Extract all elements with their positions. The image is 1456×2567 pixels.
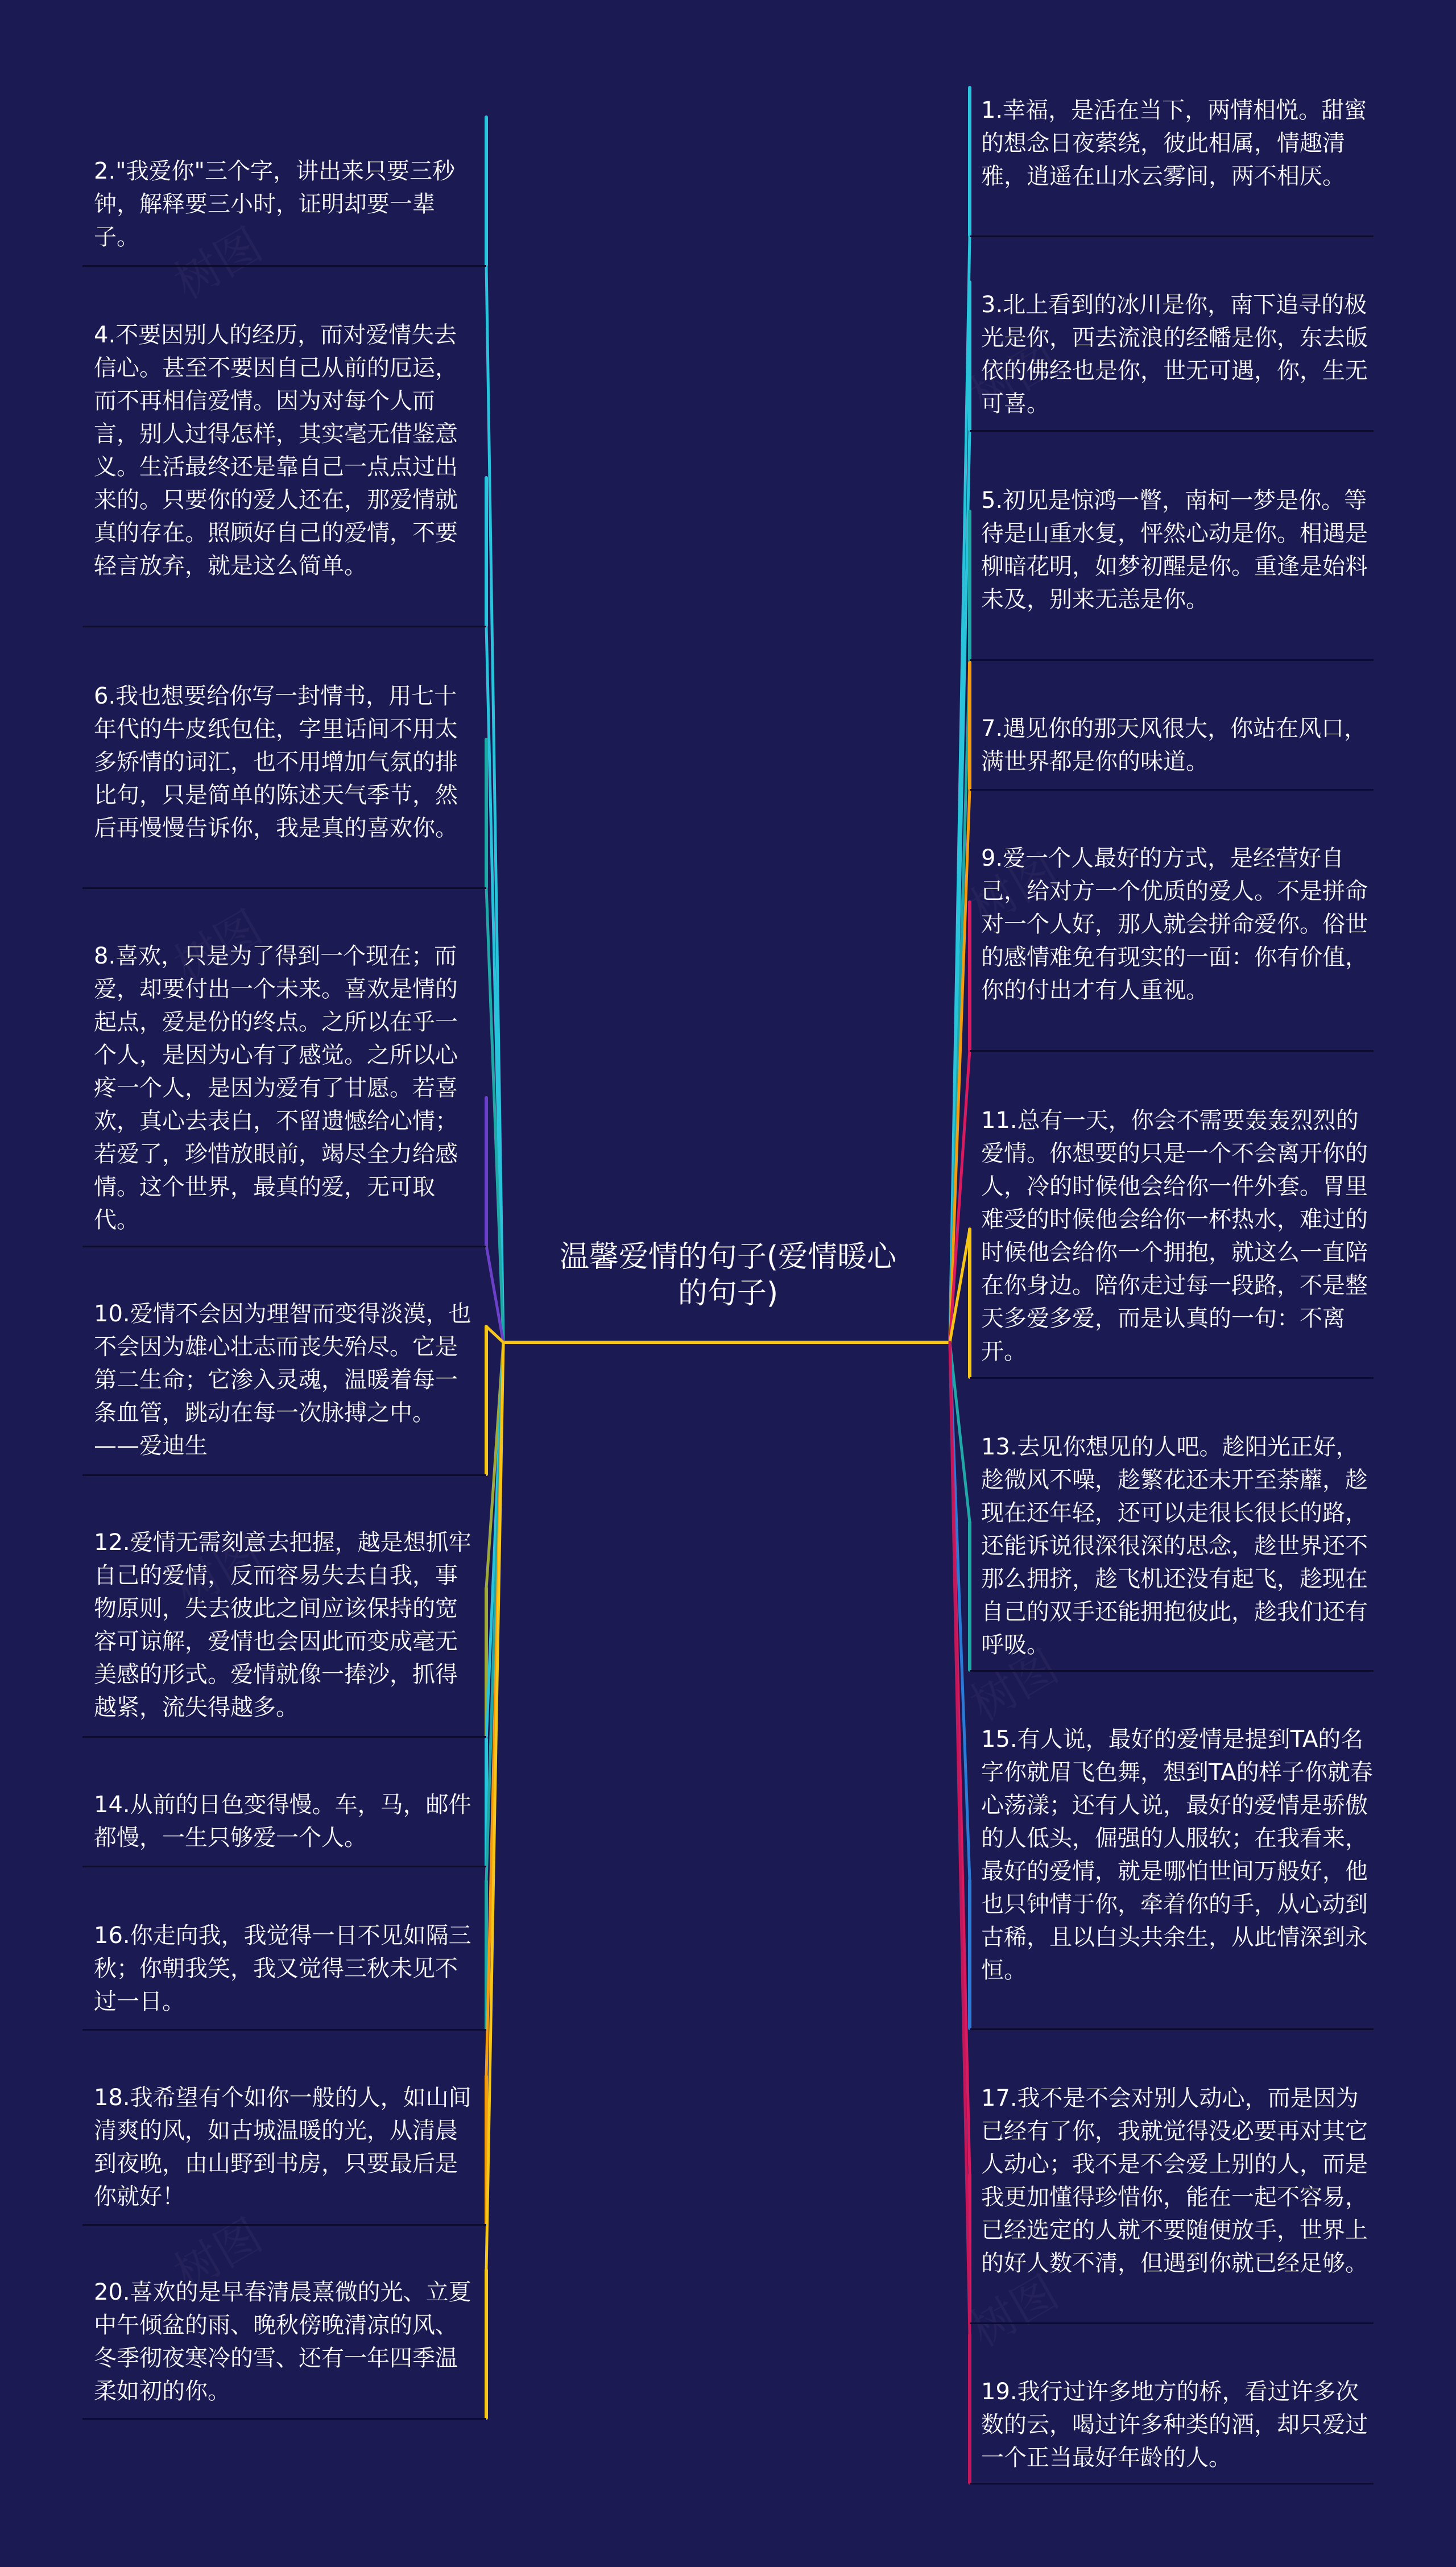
- right-node-10: 19.我行过许多地方的桥，看过许多次数的云，喝过许多种类的酒，却只爱过一个正当最好年龄的人。: [981, 2379, 1368, 2471]
- left-underline: [82, 1866, 486, 1867]
- right-underline: [970, 2483, 1374, 2485]
- left-node-5: 10.爱情不会因为理智而变得淡漠，也不会因为雄心壮志而丧失殆尽。它是第二生命；它渗入灵魂，温暖着每一条血管，跳动在每一次脉搏之中。——爱迪生: [94, 1301, 471, 1459]
- right-underline: [970, 235, 1374, 237]
- right-node-9: 17.我不是不会对别人动心，而是因为已经有了你，我就觉得没必要再对其它人动心；我不是不会爱上别的人，而是我更加懂得珍惜你，能在一起不容易，已经选定的人就不要随便放手，世界上的好人数不清，但遇到你就已经足够。: [981, 2085, 1368, 2276]
- right-node-1: 1.幸福，是活在当下，两情相悦。甜蜜的想念日夜萦绕，彼此相属，情趣清雅，逍遥在山水云雾间，两不相厌。: [981, 97, 1367, 189]
- right-underline: [970, 430, 1374, 432]
- right-node-8: 15.有人说，最好的爱情是提到TA的名字你就眉飞色舞，想到TA的样子你就春心荡漾；还有人说，最好的爱情是骄傲的人低头，倔强的人服软；在我看来，最好的爱情，就是哪怕世间万般好，他也只钟情于你，牵着你的手，从心动到古稀，且以白头共余生，从此情深到永恒。: [981, 1726, 1373, 1983]
- central-topic-line2: 的句子): [677, 1276, 779, 1311]
- left-underline: [82, 1474, 486, 1476]
- right-node-7: 13.去见你想见的人吧。趁阳光正好，趁微风不噪，趁繁花还未开至荼蘼，趁现在还年轻，还可以走很长很长的路，还能诉说很深很深的思念，趁世界还不那么拥挤，趁飞机还没有起飞，趁现在自己的双手还能拥抱彼此，趁我们还有呼吸。: [981, 1434, 1368, 1658]
- right-node-5: 9.爱一个人最好的方式，是经营好自己，给对方一个优质的爱人。不是拼命对一个人好，那人就会拼命爱你。俗世的感情难免有现实的一面：你有价值，你的付出才有人重视。: [981, 845, 1368, 1003]
- left-underline: [82, 626, 486, 627]
- right-node-4: 7.遇见你的那天风很大，你站在风口，满世界都是你的味道。: [981, 716, 1367, 775]
- left-node-10: 20.喜欢的是早春清晨熹微的光、立夏中午倾盆的雨、晚秋傍晚清凉的风、冬季彻夜寒冷的雪、还有一年四季温柔如初的你。: [94, 2279, 471, 2404]
- left-node-7: 14.从前的日色变得慢。车，马，邮件都慢，一生只够爱一个人。: [94, 1792, 471, 1851]
- right-underline: [970, 2028, 1374, 2030]
- left-node-3: 6.我也想要给你写一封情书，用七十年代的牛皮纸包住，字里话间不用太多矫情的词汇，也不用增加气氛的排比句，只是简单的陈述天气季节，然后再慢慢告诉你，我是真的喜欢你。: [94, 683, 458, 841]
- central-topic: [535, 1239, 921, 1312]
- right-node-2: 3.北上看到的冰川是你，南下追寻的极光是你，西去流浪的经幡是你，东去皈依的佛经也是你，世无可遇，你，生无可喜。: [981, 292, 1368, 417]
- left-underline: [82, 887, 486, 889]
- right-underline: [970, 1050, 1374, 1052]
- right-underline: [970, 1670, 1374, 1672]
- left-node-8: 16.你走向我，我觉得一日不见如隔三秋；你朝我笑，我又觉得三秋未见不过一日。: [94, 1923, 471, 2015]
- right-node-6: 11.总有一天，你会不需要轰轰烈烈的爱情。你想要的只是一个不会离开你的人，冷的时候他会给你一件外套。胃里难受的时候他会给你一杯热水，难过的时候他会给你一个拥抱，就这么一直陪在你身边。陪你走过每一段路，不是整天多爱多爱，而是认真的一句：不离开。: [981, 1107, 1368, 1365]
- right-node-3: 5.初见是惊鸿一瞥，南柯一梦是你。等待是山重水复，怦然心动是你。相遇是柳暗花明，如梦初醒是你。重逢是始料未及，别来无恙是你。: [981, 487, 1368, 613]
- right-underline: [970, 2322, 1374, 2324]
- left-underline: [82, 2029, 486, 2031]
- left-underline: [82, 265, 486, 267]
- left-node-1: 2."我爱你"三个字，讲出来只要三秒钟，解释要三小时，证明却要一辈子。: [94, 158, 455, 250]
- left-node-2: 4.不要因别人的经历，而对爱情失去信心。甚至不要因自己从前的厄运，而不再相信爱情。因为对每个人而言，别人过得怎样，其实毫无借鉴意义。生活最终还是靠自己一点点过出来的。只要你的爱人还在，那爱情就真的存在。照顾好自己的爱情，不要轻言放弃，就是这么简单。: [94, 322, 458, 579]
- left-node-9: 18.我希望有个如你一般的人，如山间清爽的风，如古城温暖的光，从清晨到夜晚，由山野到书房，只要最后是你就好！: [94, 2085, 471, 2210]
- left-underline: [82, 2224, 486, 2226]
- left-underline: [82, 2418, 486, 2420]
- right-underline: [970, 659, 1374, 661]
- central-topic-line1: 温馨爱情的句子(爱情暖心: [559, 1240, 897, 1274]
- right-underline: [970, 789, 1374, 791]
- left-node-6: 12.爱情无需刻意去把握，越是想抓牢自己的爱情，反而容易失去自我，事物原则，失去彼此之间应该保持的宽容可谅解，爱情也会因此而变成毫无美感的形式。爱情就像一捧沙，抓得越紧，流失得越多。: [94, 1530, 471, 1721]
- left-node-4: 8.喜欢，只是为了得到一个现在；而爱，却要付出一个未来。喜欢是情的起点，爱是份的终点。之所以在乎一个人，是因为心有了感觉。之所以心疼一个人，是因为爱有了甘愿。若喜欢，真心去表白，不留遗憾给心情；若爱了，珍惜放眼前，竭尽全力给感情。这个世界，最真的爱，无可取代。: [94, 943, 458, 1233]
- right-underline: [970, 1377, 1374, 1379]
- left-underline: [82, 1246, 486, 1247]
- left-underline: [82, 1736, 486, 1738]
